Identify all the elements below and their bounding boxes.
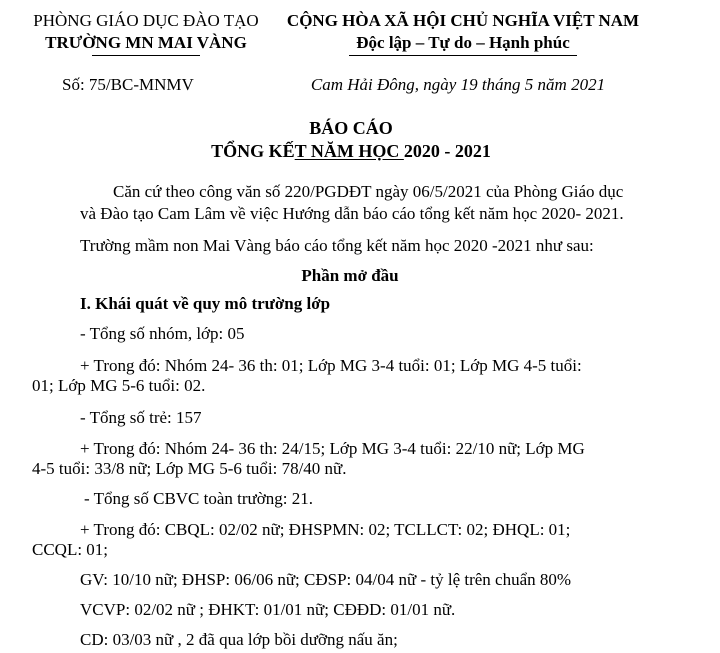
report-title: BÁO CÁO xyxy=(309,118,393,138)
national-motto-underline xyxy=(349,55,577,56)
report-subtitle-part2: T NĂM HỌC xyxy=(294,141,404,161)
issuing-department: PHÒNG GIÁO DỤC ĐÀO TẠO xyxy=(33,11,259,30)
report-subtitle-part1: TỔNG KẾ xyxy=(211,141,295,161)
list-item-children-detail-line2: 4-5 tuổi: 33/8 nữ; Lớp MG 5-6 tuổi: 78/40 nữ. xyxy=(32,459,347,478)
list-item-staff: - Tổng số CBVC toàn trường: 21. xyxy=(84,489,313,508)
document-number: Số: 75/BC-MNMV xyxy=(62,75,194,94)
list-item-groups-detail-line1: + Trong đó: Nhóm 24- 36 th: 01; Lớp MG 3-4 tuổi: 01; Lớp MG 4-5 tuổi: xyxy=(80,356,582,375)
national-title: CỘNG HÒA XÃ HỘI CHỦ NGHĨA VIỆT NAM xyxy=(286,11,640,30)
list-item-staff-detail-line2: CCQL: 01; xyxy=(32,540,109,559)
list-item-groups-detail-line2: 01; Lớp MG 5-6 tuổi: 02. xyxy=(32,376,206,395)
national-motto: Độc lập – Tự do – Hạnh phúc xyxy=(356,33,570,52)
school-name: TRƯỜNG MN MAI VÀNG xyxy=(45,33,247,52)
list-item-cooks: CD: 03/03 nữ , 2 đã qua lớp bồi dưỡng nấu ăn; xyxy=(80,630,398,649)
basis-paragraph-line2: và Đào tạo Cam Lâm về việc Hướng dẫn báo cáo tổng kết năm học 2020- 2021. xyxy=(80,204,624,223)
list-item-office-staff: VCVP: 02/02 nữ ; ĐHKT: 01/01 nữ; CĐĐD: 01/01 nữ. xyxy=(80,600,456,619)
report-subtitle xyxy=(211,141,491,161)
list-item-staff-detail-line1: + Trong đó: CBQL: 02/02 nữ; ĐHSPMN: 02; TCLLCT: 02; ĐHQL: 01; xyxy=(80,520,571,539)
subsection-heading: I. Khái quát về quy mô trường lớp xyxy=(80,294,331,313)
report-subtitle-part3: 2020 - 2021 xyxy=(403,141,491,161)
school-name-underline xyxy=(92,55,200,56)
intro-paragraph: Trường mầm non Mai Vàng báo cáo tổng kết năm học 2020 -2021 như sau: xyxy=(80,236,594,255)
section-heading: Phần mở đầu xyxy=(301,266,399,285)
list-item-teachers: GV: 10/10 nữ; ĐHSP: 06/06 nữ; CĐSP: 04/04 nữ - tỷ lệ trên chuẩn 80% xyxy=(80,570,572,589)
list-item-groups: - Tổng số nhóm, lớp: 05 xyxy=(80,324,245,343)
list-item-children: - Tổng số trẻ: 157 xyxy=(80,408,202,427)
basis-paragraph-line1: Căn cứ theo công văn số 220/PGDĐT ngày 06/5/2021 của Phòng Giáo dục xyxy=(113,182,624,201)
place-and-date: Cam Hải Đông, ngày 19 tháng 5 năm 2021 xyxy=(310,75,606,94)
list-item-children-detail-line1: + Trong đó: Nhóm 24- 36 th: 24/15; Lớp MG 3-4 tuổi: 22/10 nữ; Lớp MG xyxy=(80,439,585,458)
